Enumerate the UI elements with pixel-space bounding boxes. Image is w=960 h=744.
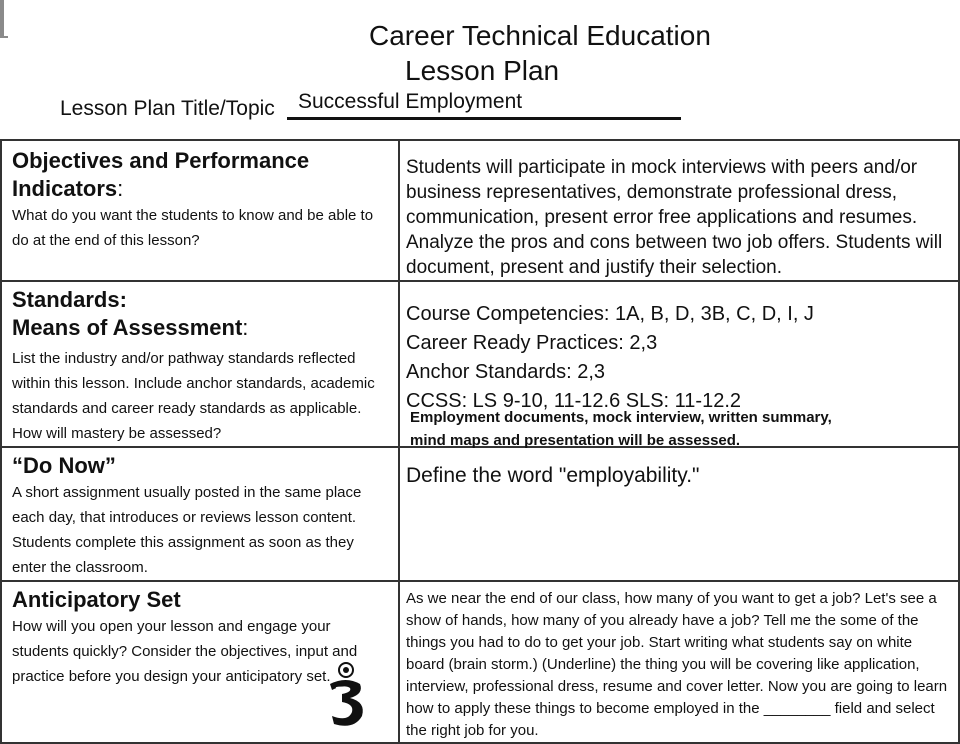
standards-content-cell: [399, 281, 959, 447]
table-row-do-now: [1, 447, 959, 581]
topic-underline: [287, 117, 681, 120]
assessment-line1: Employment documents, mock interview, written summary,: [410, 409, 832, 426]
standards-description: List the industry and/or pathway standards reflected within this lesson. Include anchor standards, academic standards and career ready standards as applicable. How will mastery be assessed?: [12, 350, 375, 442]
table-row-anticipatory-set: [1, 581, 959, 743]
topic-label: Lesson Plan Title/Topic: [60, 97, 275, 120]
do-now-content: Define the word "employability.": [406, 464, 700, 487]
corner-marker: [0, 0, 4, 38]
anticipatory-description: How will you open your lesson and engage your students quickly? Consider the objectives, input and practice before you design your anticipatory set.: [12, 618, 358, 685]
topic-value: Successful Employment: [298, 90, 523, 113]
objectives-label-cell: [1, 140, 399, 281]
document-subtitle: Lesson Plan: [405, 55, 560, 86]
do-now-label-cell: [1, 447, 399, 581]
standards-heading-line2: Means of Assessment: [12, 315, 243, 340]
objectives-heading-line1: Objectives and Performance: [12, 148, 310, 173]
do-now-content-cell: [399, 447, 959, 581]
objectives-description: What do you want the students to know and be able to do at the end of this lesson?: [12, 207, 374, 249]
table-row-objectives: [1, 140, 959, 281]
ornate-number-3-icon: [322, 660, 370, 732]
objectives-heading-colon: :: [117, 176, 124, 201]
anticipatory-label-cell: [1, 581, 399, 743]
objectives-heading: [12, 147, 388, 203]
standards-line: Anchor Standards: 2,3: [406, 361, 606, 383]
standards-line: Course Competencies: 1A, B, D, 3B, C, D, I, J: [406, 303, 814, 325]
standards-line: Career Ready Practices: 2,3: [406, 332, 658, 354]
standards-heading: [12, 286, 388, 342]
lesson-plan-table: [0, 139, 960, 744]
standards-heading-colon: :: [242, 315, 249, 340]
anticipatory-heading: Anticipatory Set: [12, 587, 181, 612]
document-title: Career Technical Education: [369, 20, 711, 51]
objectives-heading-line2: Indicators: [12, 176, 118, 201]
objectives-content-cell: [399, 140, 959, 281]
standards-heading-line1: Standards:: [12, 287, 127, 312]
objectives-content: Students will participate in mock interviews with peers and/or business representatives, demonstrate professional dress, communication, present error free applications and resumes. Analyze the pros and cons between two job offers. Students will document, present and justify their selection.: [406, 157, 943, 278]
standards-line: CCSS: LS 9-10, 11-12.6 SLS: 11-12.2: [406, 390, 742, 412]
assessment-text: [410, 406, 832, 452]
corner-marker-tick: [4, 36, 8, 38]
anticipatory-content: As we near the end of our class, how many of you want to get a job? Let's see a show of hands, how many of you already have a job? Tell me the some of the things you had to do to get your job. Start writing what students say on white board (brain storm.) (Underline) the thing you will be covering like application, interview, professional dress, resume and cover letter. Now you are going to learn how to apply these things to become employed in the ________ field and select the right job for you.: [406, 590, 948, 739]
do-now-heading: “Do Now”: [12, 453, 116, 478]
standards-label-cell: [1, 281, 399, 447]
do-now-description: A short assignment usually posted in the same place each day, that introduces or reviews lesson content. Students complete this assignment as soon as they enter the classroom.: [12, 484, 362, 576]
anticipatory-content-cell: [399, 581, 959, 743]
assessment-line2: mind maps and presentation will be assessed.: [410, 432, 741, 449]
table-row-standards: [1, 281, 959, 447]
